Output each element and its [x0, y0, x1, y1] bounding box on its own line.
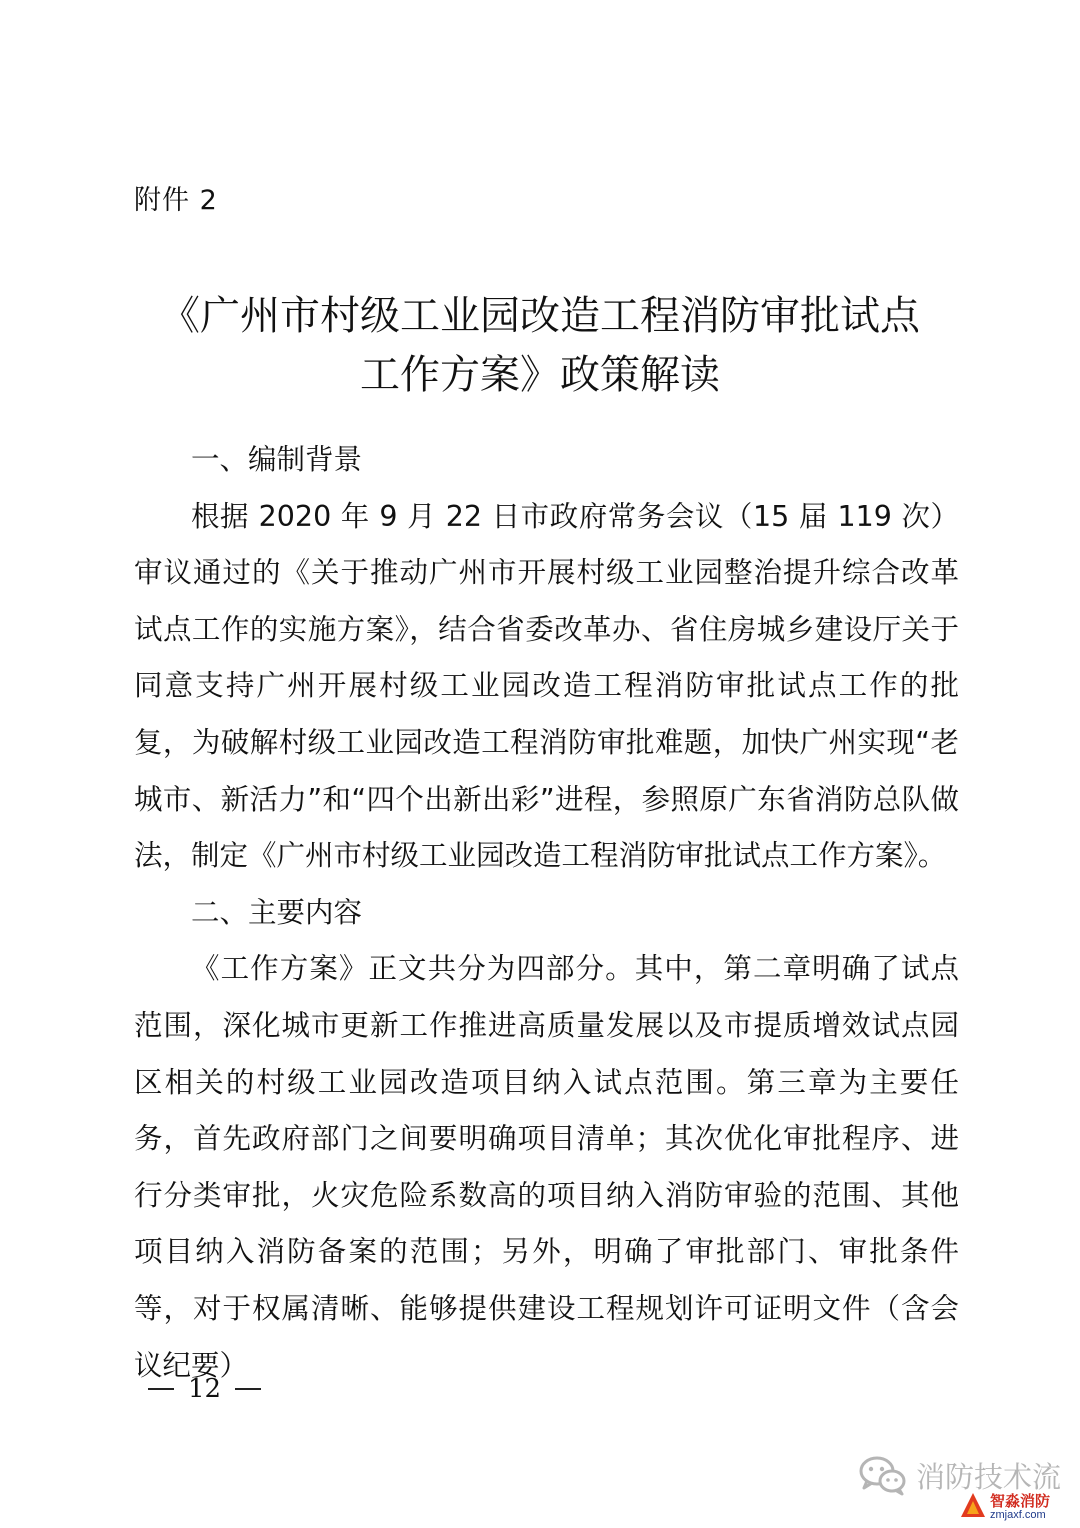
wechat-icon — [858, 1454, 908, 1496]
zhimiao-logo — [960, 1490, 1072, 1526]
body-text — [134, 432, 959, 1394]
attachment-label: 附件 2 — [134, 185, 218, 216]
section-2-heading: 二、主要内容 — [191, 895, 363, 929]
section-1-paragraph: 根据 2020 年 9 月 22 日市政府常务会议（15 届 119 次）审议通过的《关于推动广州市开展村级工业园整治提升综合改革试点工作的实施方案》，结合省委改革办、省住房城乡建设厅关于同意支持广州开展村级工业园改造工程消防审批试点工作的批复，为破解村级工业园改造工程消防审批难题，加快广州实现“老城市、新活力”和“四个出新出彩”进程，参照原广东省消防总队做法，制定《广州市村级工业园改造工程消防审批试点工作方案》。 — [134, 499, 959, 873]
flame-icon — [960, 1492, 986, 1520]
section-2-paragraph: 《工作方案》正文共分为四部分。其中，第二章明确了试点范围，深化城市更新工作推进高质量发展以及市提质增效试点园区相关的村级工业园改造项目纳入试点范围。第三章为主要任务，首先政府部门之间要明确项目清单；其次优化审批程序、进行分类审批，火灾危险系数高的项目纳入消防审验的范围、其他项目纳入消防备案的范围；另外，明确了审批部门、审批条件等，对于权属清晰、能够提供建设工程规划许可证明文件（含会议纪要） — [134, 952, 959, 1382]
logo-url: zmjaxf.com — [990, 1509, 1046, 1521]
account-name: 消防技术流 — [916, 1459, 1062, 1494]
dash-left — [148, 1388, 174, 1390]
title-line-2: 工作方案》政策解读 — [360, 352, 720, 398]
page-number — [148, 1374, 261, 1404]
logo-text: 智淼消防 — [990, 1492, 1051, 1510]
page-number-value: 12 — [188, 1374, 222, 1404]
title-line-1: 《广州市村级工业园改造工程消防审批试点 — [160, 293, 920, 339]
section-1-heading: 一、编制背景 — [191, 443, 363, 476]
dash-right — [235, 1388, 261, 1390]
